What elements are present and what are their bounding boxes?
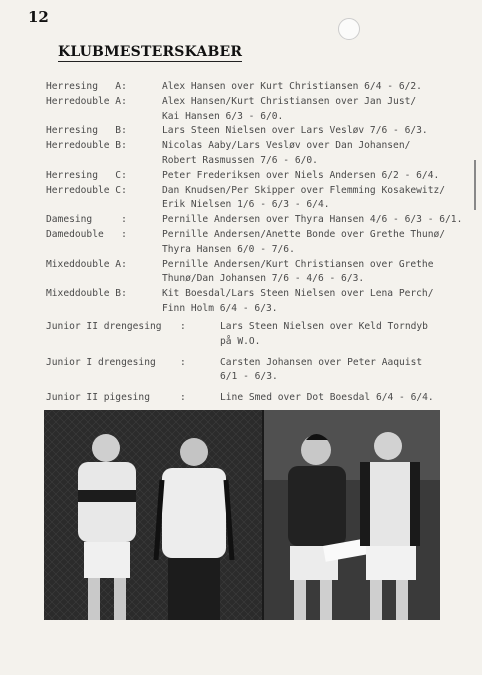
junior-category: Junior II pigesing (46, 392, 150, 404)
result-category: Herredouble B: (46, 140, 127, 152)
result-category: Mixeddouble B: (46, 288, 127, 300)
result-text: Peter Frederiksen over Niels Andersen 6/2 - 6/4. (162, 169, 440, 181)
result-category: Herredouble C: (46, 184, 127, 196)
result-category: Herresing A: (46, 81, 127, 92)
result-text: Pernille Andersen/Anette Bonde over Grethe Thunø/ Thyra Hansen 6/0 - 7/6. (162, 228, 446, 255)
result-text: Kit Boesdal/Lars Steen Nielsen over Lena Perch/ Finn Holm 6/4 - 6/3. (162, 288, 434, 314)
junior-category: Junior II drengesing (46, 321, 162, 332)
result-text: Nicolas Aaby/Lars Vesløv over Dan Johansen/ Robert Rasmussen 7/6 - 6/0. (162, 140, 411, 166)
result-category: Herresing B: (46, 125, 127, 137)
result-text: Dan Knudsen/Per Skipper over Flemming Kosakewitz/ Erik Nielsen 1/6 - 6/3 - 6/4. (162, 184, 446, 211)
result-category: Herresing C: (46, 169, 127, 181)
result-text: Alex Hansen over Kurt Christiansen 6/4 - 6/2. (162, 81, 422, 92)
result-row (46, 139, 476, 169)
junior-result-row (46, 356, 476, 386)
result-category: Herredouble A: (46, 95, 127, 107)
result-category: Damesing : (46, 214, 127, 226)
result-row (46, 124, 476, 139)
result-row (46, 80, 476, 95)
result-category: Mixeddouble A: (46, 258, 127, 270)
junior-colon: : (180, 392, 186, 404)
punch-hole (338, 18, 360, 40)
result-row (46, 169, 476, 184)
result-text: Pernille Andersen/Kurt Christiansen over Grethe Thunø/Dan Johansen 7/6 - 4/6 - 6/3. (162, 258, 434, 285)
results-list (46, 80, 476, 317)
result-row (46, 184, 476, 214)
junior-result-row (46, 320, 476, 350)
junior-result-text: Lars Steen Nielsen over Keld Torndyb på W.O. (220, 321, 428, 347)
page-heading: KLUBMESTERSKABER (58, 44, 243, 60)
junior-colon: : (180, 356, 186, 368)
page-number: 12 (28, 8, 49, 26)
result-row (46, 213, 476, 228)
result-category: Damedouble : (46, 228, 127, 240)
page-edge-mark (474, 160, 476, 210)
junior-colon: : (180, 321, 186, 332)
result-row (46, 287, 476, 317)
junior-result-text: Line Smed over Dot Boesdal 6/4 - 6/4. (220, 392, 434, 404)
result-text: Alex Hansen/Kurt Christiansen over Jan Just/ Kai Hansen 6/3 - 6/0. (162, 95, 417, 122)
photo-illustration (44, 410, 440, 620)
result-text: Pernille Andersen over Thyra Hansen 4/6 - 6/3 - 6/1. (162, 214, 463, 226)
junior-category: Junior I drengesing (46, 356, 156, 368)
junior-result-row (46, 391, 476, 406)
junior-results-list (46, 320, 476, 412)
result-row (46, 228, 476, 258)
tennis-players-photo (44, 410, 440, 620)
result-row (46, 258, 476, 288)
junior-result-text: Carsten Johansen over Peter Aaquist 6/1 - 6/3. (220, 356, 423, 383)
result-text: Lars Steen Nielsen over Lars Vesløv 7/6 - 6/3. (162, 125, 428, 137)
result-row (46, 95, 476, 125)
